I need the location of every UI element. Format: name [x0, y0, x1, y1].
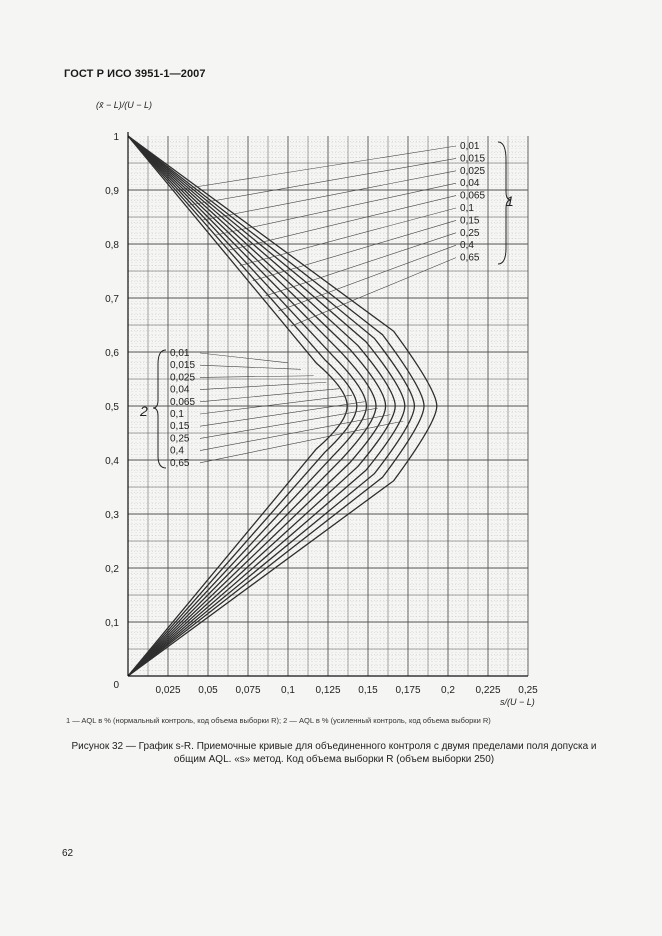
leader-line: [266, 233, 456, 296]
aql-label-group-2: 0,1: [170, 409, 184, 420]
y-tick-label: 0,2: [105, 564, 119, 575]
x-tick-label: 0,2: [441, 685, 455, 696]
y-tick-label: 1: [113, 132, 119, 143]
standard-header: ГОСТ Р ИСО 3951-1—2007: [64, 68, 206, 80]
x-tick-label: 0,225: [475, 685, 501, 696]
aql-label-group-1: 0,065: [460, 190, 486, 202]
aql-labels-group-1: [460, 141, 511, 264]
y-tick-label: 0: [113, 680, 119, 691]
x-tick-label: 0,05: [198, 685, 218, 696]
aql-label-group-2: 0,01: [170, 348, 190, 359]
x-tick-label: 0,025: [155, 685, 181, 696]
leader-line: [200, 365, 301, 369]
aql-label-group-2: 0,25: [170, 433, 190, 445]
aql-label-group-2: 0,025: [170, 372, 196, 384]
aql-label-group-2: 0,015: [170, 360, 196, 372]
x-tick-label: 0,25: [518, 685, 538, 696]
leader-line: [214, 183, 456, 235]
y-tick-label: 0,7: [105, 294, 119, 305]
aql-label-group-1: 0,25: [460, 227, 480, 239]
y-tick-label: 0,5: [105, 402, 119, 413]
aql-label-group-1: 0,4: [460, 240, 474, 252]
page-number: 62: [62, 848, 74, 859]
aql-label-group-2: 0,15: [170, 421, 190, 433]
x-tick-label: 0,075: [235, 685, 261, 696]
leader-line: [200, 415, 390, 451]
y-tick-label: 0,6: [105, 348, 119, 359]
leader-line: [200, 389, 339, 402]
figure-caption: Рисунок 32 — График s-R. Приемочные кривые для объединенного контроля с двумя пределами поля допуска и общим AQL. «s» метод. Код объема выборки R (объем выборки 250): [71, 741, 597, 765]
aql-label-group-2: 0,4: [170, 445, 184, 457]
leader-line: [227, 196, 456, 251]
leader-line: [200, 402, 365, 427]
x-tick-label: 0,125: [315, 685, 341, 696]
x-tick-label: 0,15: [358, 685, 378, 696]
y-tick-label: 0,4: [105, 456, 119, 467]
aql-label-group-1: 0,04: [460, 178, 480, 190]
aql-label-group-2: 0,065: [170, 396, 196, 408]
y-tick-label: 0,9: [105, 186, 119, 197]
aql-label-group-1: 0,015: [460, 153, 486, 165]
y-tick-label: 0,1: [105, 618, 119, 629]
y-tick-labels: [105, 132, 119, 691]
aql-label-group-1: 0,1: [460, 203, 474, 214]
group-2-label: 2: [140, 403, 148, 419]
aql-label-group-1: 0,65: [460, 252, 480, 264]
leader-line: [176, 146, 456, 190]
leader-line: [200, 395, 352, 414]
aql-label-group-2: 0,04: [170, 384, 190, 396]
x-axis-title: s/(U − L): [500, 697, 535, 707]
x-tick-label: 0,1: [281, 685, 295, 696]
group-1-label: 1: [506, 193, 514, 209]
x-tick-label: 0,175: [395, 685, 421, 696]
y-tick-label: 0,8: [105, 240, 119, 251]
y-tick-label: 0,3: [105, 510, 119, 521]
aql-label-group-1: 0,15: [460, 215, 480, 227]
leader-line: [200, 421, 403, 463]
leader-line: [200, 382, 326, 389]
aql-label-group-1: 0,025: [460, 165, 486, 177]
legend-note: 1 — AQL в % (нормальный контроль, код объема выборки R); 2 — AQL в % (усиленный контроль, код объема выборки R): [66, 716, 491, 725]
aql-label-group-2: 0,65: [170, 457, 190, 469]
y-axis-title: (x̄ − L)/(U − L): [96, 100, 153, 110]
leader-line: [200, 376, 314, 378]
aql-label-group-1: 0,01: [460, 141, 480, 152]
x-tick-labels: [155, 685, 538, 696]
aql-labels-group-2: [153, 348, 195, 469]
leader-line: [278, 245, 456, 311]
